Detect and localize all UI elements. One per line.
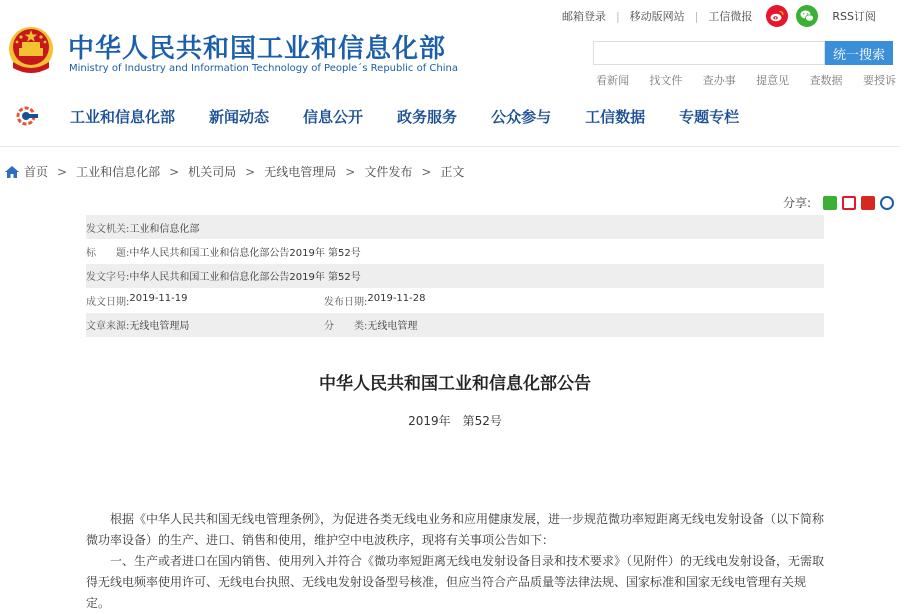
quick-link-feedback[interactable]: 提意见 [756,74,790,87]
breadcrumb-arrow: > [169,164,180,179]
quick-links [596,72,896,88]
share-qq-icon[interactable] [880,196,894,210]
meta-label: 发文字号: [86,272,130,284]
breadcrumb-arrow: > [245,164,256,179]
meta-label: 分 类: [324,321,368,333]
article-title: 中华人民共和国工业和信息化部公告 [319,374,591,394]
meta-label: 发文机关: [86,223,130,235]
miit-logo-icon[interactable] [12,104,40,128]
share-wechat-icon[interactable] [823,196,837,210]
nav-item-ministry[interactable]: 工业和信息化部 [70,108,176,126]
share-pdf-icon[interactable] [861,196,875,210]
meta-value: 2019-11-19 [129,292,188,304]
article-paragraph: 根据《中华人民共和国无线电管理条例》，为促进各类无线电业务和应用健康发展，进一步规范微功率短距离无线电发射设备（以下简称微功率设备）的生产、进口、销售和使用，维护空中电波秩序，现将有关事项公告如下： [86,512,825,547]
quick-link-docs[interactable]: 找文件 [649,74,683,87]
meta-row-dates [86,288,824,312]
nav-divider [0,146,900,147]
breadcrumb-arrow: > [57,164,68,179]
national-emblem-icon [5,24,57,76]
meta-row-issuer [86,215,824,239]
search-button[interactable]: 统一搜索 [825,41,893,65]
link-mail-login[interactable]: 邮箱登录 [561,10,606,23]
meta-label: 成文日期: [86,296,130,308]
meta-cell [324,317,417,332]
meta-label: 标 题: [86,248,130,260]
meta-row-title [86,239,824,263]
separator: | [694,9,699,23]
breadcrumb-ministry[interactable]: 工业和信息化部 [76,165,161,179]
wechat-icon[interactable] [796,5,818,27]
quick-link-news[interactable]: 看新闻 [596,74,629,87]
weibo-icon[interactable] [766,5,788,27]
meta-label: 文章来源: [86,321,130,333]
site-title[interactable]: 中华人民共和国工业和信息化部 [68,34,447,64]
article-paragraph: 一、生产或者进口在国内销售、使用列入并符合《微功率短距离无线电发射设备目录和技术要求》（见附件）的无线电发射设备，无需取得无线电频率使用许可、无线电台执照、无线电发射设备型号核准，但应当符合产品质量等法律法规、国家标准和国家无线电管理有关规定。 [86,554,825,610]
meta-value: 工业和信息化部 [129,223,200,235]
breadcrumb-radio-bureau[interactable]: 无线电管理局 [264,165,337,179]
meta-label: 发布日期: [324,296,368,308]
nav-item-services[interactable]: 政务服务 [397,108,458,126]
share-bar [783,194,899,211]
link-mobile-site[interactable]: 移动版网站 [629,10,685,23]
share-label: 分享: [783,196,812,210]
nav-item-news[interactable]: 新闻动态 [209,108,270,126]
meta-cell [86,317,324,332]
breadcrumb-arrow: > [421,164,432,179]
quick-link-services[interactable]: 查办事 [702,74,736,87]
site-subtitle: Ministry of Industry and Information Technology of People´s Republic of China [69,63,458,74]
meta-cell [86,293,324,308]
meta-cell [324,293,426,308]
breadcrumb-home[interactable]: 首页 [24,165,49,179]
meta-value: 无线电管理 [367,321,418,333]
meta-value: 中华人民共和国工业和信息化部公告2019年 第52号 [129,272,361,284]
home-icon [5,166,19,178]
main-nav [70,106,773,127]
breadcrumb-departments[interactable]: 机关司局 [188,165,237,179]
meta-value: 中华人民共和国工业和信息化部公告2019年 第52号 [129,248,361,260]
breadcrumb-current: 正文 [440,165,465,179]
meta-row-source [86,313,824,337]
top-links-bar [552,6,886,26]
share-weibo-icon[interactable] [842,196,856,210]
document-meta-table [86,215,824,337]
breadcrumb-arrow: > [345,164,356,179]
link-rss[interactable]: RSS订阅 [832,10,876,23]
article-number: 2019年 第52号 [408,414,502,428]
search-input[interactable] [593,41,825,65]
quick-link-data[interactable]: 查数据 [809,74,843,87]
quick-link-complaint[interactable]: 要授诉 [862,74,896,87]
breadcrumb-documents[interactable]: 文件发布 [364,165,413,179]
nav-item-participation[interactable]: 公众参与 [491,108,552,126]
nav-item-disclosure[interactable]: 信息公开 [303,108,364,126]
breadcrumb [5,163,464,180]
meta-value: 2019-11-28 [367,292,426,304]
separator: | [615,9,620,23]
weibo-glyph [769,8,785,24]
nav-item-data[interactable]: 工信数据 [585,108,646,126]
meta-value: 无线电管理局 [129,321,190,333]
link-gongxin-weibao[interactable]: 工信微报 [708,10,753,23]
meta-row-docno [86,264,824,288]
wechat-glyph [799,8,815,24]
nav-item-topics[interactable]: 专题专栏 [679,108,740,126]
